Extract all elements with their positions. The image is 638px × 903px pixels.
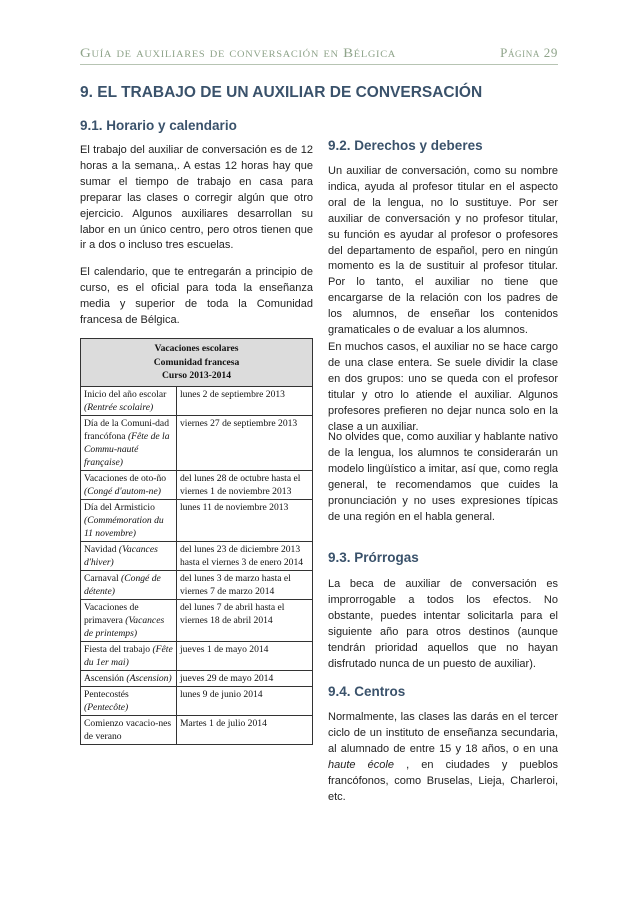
holiday-dates: del lunes 7 de abril hasta el viernes 18 de abril 2014 xyxy=(177,599,313,641)
page-number-text: Página 29 xyxy=(500,45,558,60)
holiday-dates: del lunes 3 de marzo hasta el viernes 7 de marzo 2014 xyxy=(177,570,313,599)
holiday-dates: jueves 29 de mayo 2014 xyxy=(177,670,313,686)
holiday-name-fr: (Rentrée scolaire) xyxy=(84,401,154,413)
page-number xyxy=(478,44,558,62)
holiday-name-fr: (Ascension) xyxy=(126,672,172,684)
table-header-line: Curso 2013-2014 xyxy=(161,370,232,381)
holiday-name-cell xyxy=(81,415,177,470)
table-row xyxy=(81,470,313,499)
centros-text-a: Normalmente, las clases las darás en el tercer ciclo de un instituto de enseñanza secundaria, al alumnado de entre 15 y 18 años, o en una xyxy=(328,711,558,755)
holiday-name: Fiesta del trabajo xyxy=(84,643,151,655)
holiday-dates: del lunes 28 de octubre hasta el viernes 1 de noviembre 2013 xyxy=(177,470,313,499)
holiday-name-cell xyxy=(81,599,177,641)
table-row xyxy=(81,386,313,415)
holiday-name: Vacaciones de primavera xyxy=(84,601,139,626)
holiday-name-fr: (Vacances de printemps) xyxy=(84,614,165,639)
holiday-name-cell xyxy=(81,386,177,415)
holiday-name-fr: (Vacances d'hiver) xyxy=(84,543,158,568)
table-header-row xyxy=(81,339,313,387)
horario-paragraph-2: El calendario, que te entregarán a principio de curso, es el oficial para toda la enseñanza media y superior de toda la Comunidad francesa de Bélgica. xyxy=(80,266,313,326)
page-title: 9. EL TRABAJO DE UN AUXILIAR DE CONVERSACIÓN xyxy=(80,84,483,101)
holiday-dates: viernes 27 de septiembre 2013 xyxy=(177,415,313,470)
table-row xyxy=(81,499,313,541)
holiday-name-fr: (Congé d'autom-ne) xyxy=(84,485,161,497)
holiday-dates: lunes 2 de septiembre 2013 xyxy=(177,386,313,415)
holiday-name: Día de la Comuni-dad francófona xyxy=(84,417,169,442)
guide-title-text: Guía de auxiliares de conversación en Bélgica xyxy=(80,45,396,60)
section-title-prorrogas: 9.3. Prórrogas xyxy=(328,550,419,565)
table-row xyxy=(81,715,313,744)
holiday-name-cell xyxy=(81,670,177,686)
holiday-name-fr: (Fête du 1er mai) xyxy=(84,643,173,668)
holiday-name: Pentecostés xyxy=(84,688,129,700)
derechos-paragraph-2: En muchos casos, el auxiliar no se hace cargo de una clase entera. Se suele dividir la clase en dos grupos: uno se queda con el profesor titular y otro lo atiende el auxiliar. Algunos profesores prefieren no dejar nunca solo en la clase a un auxiliar. xyxy=(328,341,558,433)
section-title-centros: 9.4. Centros xyxy=(328,684,406,699)
holiday-name: Navidad xyxy=(84,543,117,555)
holiday-name-fr: (Pentecôte) xyxy=(84,701,129,713)
holiday-name-fr: (Commémoration du 11 novembre) xyxy=(84,514,164,539)
table-row xyxy=(81,415,313,470)
holiday-name-cell xyxy=(81,641,177,670)
holiday-name-fr: (Congé de détente) xyxy=(84,572,161,597)
holiday-dates: Martes 1 de julio 2014 xyxy=(177,715,313,744)
holiday-name: Inicio del año escolar xyxy=(84,388,167,400)
centros-text-b: , en ciudades y pueblos francófonos, como Bruselas, Lieja, Charleroi, etc. xyxy=(328,758,558,803)
holiday-name-cell xyxy=(81,541,177,570)
table-header-line: Comunidad francesa xyxy=(153,356,240,368)
holiday-dates: del lunes 23 de diciembre 2013 hasta el viernes 3 de enero 2014 xyxy=(177,541,313,570)
holiday-name: Carnaval xyxy=(84,572,119,584)
table-header-line: Vacaciones escolares xyxy=(154,343,239,354)
table-row xyxy=(81,541,313,570)
section-title-derechos: 9.2. Derechos y deberes xyxy=(328,138,483,153)
derechos-paragraph-1: Un auxiliar de conversación, como su nombre indica, ayuda al profesor titular en el aspecto oral de la lengua, no lo sustituye. Por ser auxiliar de conversación y no profesor titular, su función es ayudar al profesor o profesores del departamento de español, pero en ningún momento es la de sustituir al profesor titular. Por lo tanto, el auxiliar no tiene que encargarse de la relación con los padres de los alumnos, de enseñar los contenidos gramaticales o de evaluar a los alumnos. xyxy=(328,165,558,337)
section-title-horario: 9.1. Horario y calendario xyxy=(80,118,237,133)
derechos-paragraph-3: No olvides que, como auxiliar y hablante nativo de la lengua, los alumnos te considerarán un modelo lingüístico a imitar, así que, como regla general, te recomendamos que cuides la pronunciación y no uses expresiones típicas de una región en el habla general. xyxy=(328,431,558,523)
holiday-name-cell xyxy=(81,570,177,599)
holiday-name-cell xyxy=(81,686,177,715)
table-row xyxy=(81,570,313,599)
holiday-dates: lunes 11 de noviembre 2013 xyxy=(177,499,313,541)
header-divider xyxy=(80,64,558,65)
prorrogas-paragraph: La beca de auxiliar de conversación es improrrogable a todos los efectos. No obstante, puedes intentar solicitarla para el siguiente año para otros destinos (aunque tendrán prioridad aquellos que no hayan disfrutado nunca de un puesto de auxiliar). xyxy=(328,578,558,670)
holiday-dates: jueves 1 de mayo 2014 xyxy=(177,641,313,670)
table-row xyxy=(81,599,313,641)
holiday-name-fr: (Fête de la Commu-nauté française) xyxy=(84,430,170,468)
holiday-name-cell xyxy=(81,470,177,499)
holiday-name-cell xyxy=(81,499,177,541)
holiday-name: Vacaciones de oto-ño xyxy=(84,472,167,484)
horario-paragraph-1: El trabajo del auxiliar de conversación es de 12 horas a la semana,. A estas 12 horas hay que sumar el tiempo de trabajo en casa para preparar las clases o corregir algún que otro ejercicio. Algunos auxiliares desarrollan su labor en un único centro, pero otros tienen que ir a dos o incluso tres escuelas. xyxy=(80,144,313,252)
holiday-dates: lunes 9 de junio 2014 xyxy=(177,686,313,715)
centros-text-emphasis: haute école xyxy=(328,758,394,771)
vacation-table xyxy=(80,338,313,745)
page-header xyxy=(80,44,558,64)
holiday-name: Comienzo vacacio-nes de verano xyxy=(84,717,172,742)
holiday-name: Día del Armisticio xyxy=(84,501,155,513)
table-row xyxy=(81,641,313,670)
centros-paragraph xyxy=(328,710,558,805)
table-row xyxy=(81,686,313,715)
holiday-name-cell xyxy=(81,715,177,744)
table-row xyxy=(81,670,313,686)
holiday-name: Ascensión xyxy=(84,672,124,684)
table-header xyxy=(81,339,313,387)
guide-title xyxy=(80,44,410,62)
